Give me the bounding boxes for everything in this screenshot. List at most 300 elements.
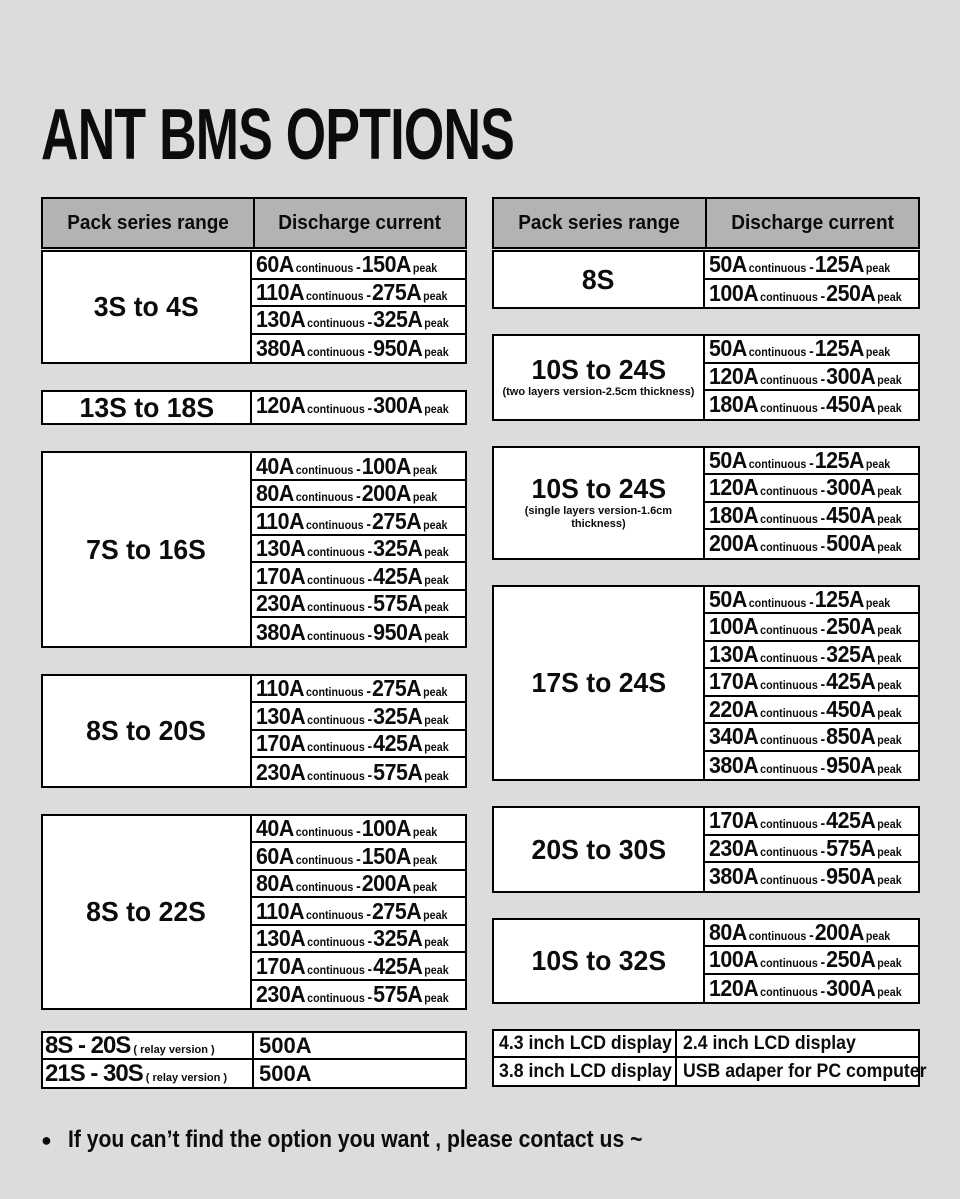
pack-series-cell xyxy=(43,453,252,646)
discharge-value xyxy=(709,586,892,613)
peak-label: peak xyxy=(412,263,438,276)
peak-label: peak xyxy=(424,742,449,755)
relay-range-text xyxy=(45,1060,227,1088)
discharge-value xyxy=(709,668,904,695)
right-column xyxy=(492,197,927,1087)
peak-current-value: 200A xyxy=(814,918,864,945)
relay-range-value: 8S - 20S xyxy=(45,1031,131,1059)
discharge-value xyxy=(709,474,904,501)
peak-current-value: 150A xyxy=(361,842,411,869)
discharge-rows xyxy=(705,448,918,558)
separator-dash: - xyxy=(820,982,826,1000)
separator-dash: - xyxy=(820,621,826,639)
peak-label: peak xyxy=(877,403,902,416)
continuous-current-value: 130A xyxy=(255,702,306,729)
discharge-row xyxy=(705,587,918,615)
accessory-left-text: 4.3 inch LCD display xyxy=(499,1032,672,1054)
discharge-value xyxy=(256,480,439,507)
continuous-label: continuous xyxy=(759,374,818,387)
peak-label: peak xyxy=(424,714,449,727)
peak-current-value: 450A xyxy=(825,501,876,528)
peak-label: peak xyxy=(877,875,902,888)
table-header-row xyxy=(41,197,467,249)
discharge-row xyxy=(252,758,465,786)
peak-current-value: 425A xyxy=(825,807,876,834)
peak-current-value: 950A xyxy=(825,863,876,890)
separator-dash: - xyxy=(355,259,361,277)
peak-label: peak xyxy=(877,652,902,665)
pack-series-cell xyxy=(494,808,705,891)
continuous-current-value: 110A xyxy=(255,507,304,534)
continuous-label: continuous xyxy=(759,652,818,665)
peak-current-value: 325A xyxy=(372,535,423,562)
peak-label: peak xyxy=(877,625,902,638)
peak-current-value: 325A xyxy=(372,702,423,729)
accessory-table xyxy=(492,1029,927,1087)
continuous-label: continuous xyxy=(748,347,807,360)
peak-current-value: 300A xyxy=(825,974,876,1001)
continuous-current-value: 380A xyxy=(708,863,759,890)
discharge-row xyxy=(705,697,918,725)
accessory-left-text: 3.8 inch LCD display xyxy=(499,1060,672,1082)
pack-series-header-label: Pack series range xyxy=(518,211,681,234)
peak-current-value: 575A xyxy=(372,981,423,1008)
separator-dash: - xyxy=(820,676,826,694)
discharge-row xyxy=(252,563,465,591)
discharge-row xyxy=(705,947,918,975)
discharge-row xyxy=(252,307,465,335)
separator-dash: - xyxy=(820,759,826,777)
discharge-value xyxy=(709,835,904,862)
peak-current-value: 125A xyxy=(814,446,864,473)
discharge-value xyxy=(256,981,451,1008)
continuous-current-value: 40A xyxy=(255,452,294,479)
continuous-current-value: 120A xyxy=(255,392,306,419)
continuous-label: continuous xyxy=(759,625,818,638)
discharge-row xyxy=(252,392,465,420)
peak-label: peak xyxy=(877,958,902,971)
discharge-current-header-cell xyxy=(707,199,918,247)
discharge-current-header-label: Discharge current xyxy=(731,211,894,234)
pack-series-table xyxy=(41,250,467,364)
peak-label: peak xyxy=(424,964,449,977)
peak-current-value: 325A xyxy=(372,925,423,952)
peak-label: peak xyxy=(424,630,449,643)
table-header-row xyxy=(492,197,920,249)
discharge-value xyxy=(709,251,892,278)
discharge-rows xyxy=(252,816,465,1009)
discharge-rows xyxy=(705,336,918,419)
discharge-value xyxy=(256,953,451,980)
separator-dash: - xyxy=(366,905,371,923)
bullet-icon: ● xyxy=(41,1129,52,1150)
accessory-right-text: 2.4 inch LCD display xyxy=(683,1032,856,1054)
continuous-current-value: 120A xyxy=(708,474,759,501)
peak-label: peak xyxy=(877,819,902,832)
discharge-row xyxy=(252,816,465,844)
continuous-label: continuous xyxy=(305,687,364,700)
continuous-label: continuous xyxy=(295,464,354,477)
discharge-value xyxy=(256,535,451,562)
page-title: ANT BMS OPTIONS xyxy=(41,95,515,175)
pack-series-cell xyxy=(494,920,705,1003)
continuous-label: continuous xyxy=(306,714,365,727)
continuous-label: continuous xyxy=(748,458,807,471)
peak-current-value: 450A xyxy=(825,695,876,722)
continuous-label: continuous xyxy=(295,854,354,867)
separator-dash: - xyxy=(367,570,373,588)
pack-series-label xyxy=(581,265,615,294)
separator-dash: - xyxy=(367,400,373,418)
separator-dash: - xyxy=(367,933,373,951)
peak-label: peak xyxy=(865,347,891,360)
continuous-current-value: 100A xyxy=(708,613,759,640)
pack-series-header-cell xyxy=(494,199,707,247)
discharge-row xyxy=(252,731,465,759)
discharge-value xyxy=(709,502,904,529)
discharge-row xyxy=(705,724,918,752)
separator-dash: - xyxy=(820,287,826,305)
pack-series-table xyxy=(41,390,467,425)
discharge-row xyxy=(705,752,918,780)
peak-current-value: 300A xyxy=(372,392,423,419)
peak-label: peak xyxy=(865,930,891,943)
peak-label: peak xyxy=(424,346,449,359)
continuous-label: continuous xyxy=(306,404,365,417)
relay-current-value: 500A xyxy=(259,1032,312,1058)
separator-dash: - xyxy=(808,454,814,472)
separator-dash: - xyxy=(366,286,371,304)
discharge-value xyxy=(256,703,451,730)
pack-series-label xyxy=(83,716,209,745)
pack-series-label-text: 7S to 16S xyxy=(86,533,207,565)
peak-current-value: 950A xyxy=(825,751,876,778)
pack-series-header-label: Pack series range xyxy=(67,211,229,234)
peak-label: peak xyxy=(877,374,902,387)
separator-dash: - xyxy=(367,543,373,561)
peak-label: peak xyxy=(422,290,448,303)
peak-label: peak xyxy=(424,770,449,783)
peak-label: peak xyxy=(877,846,902,859)
separator-dash: - xyxy=(366,683,371,701)
separator-dash: - xyxy=(820,815,826,833)
peak-current-value: 950A xyxy=(372,334,423,361)
pack-series-label-text: 10S to 24S xyxy=(531,354,666,386)
relay-current-cell xyxy=(254,1060,465,1087)
peak-label: peak xyxy=(877,542,902,555)
continuous-label: continuous xyxy=(306,742,365,755)
pack-series-label xyxy=(76,393,218,422)
discharge-value xyxy=(709,447,892,474)
pack-series-cell xyxy=(494,587,705,780)
discharge-row xyxy=(705,614,918,642)
peak-label: peak xyxy=(422,909,448,922)
relay-row xyxy=(43,1060,465,1087)
pack-series-table xyxy=(492,585,920,782)
continuous-current-value: 230A xyxy=(255,590,306,617)
separator-dash: - xyxy=(367,766,373,784)
pack-series-label xyxy=(528,355,670,384)
continuous-current-value: 380A xyxy=(255,618,306,645)
pack-series-label xyxy=(83,535,209,564)
discharge-row xyxy=(705,836,918,864)
peak-label: peak xyxy=(412,492,438,505)
peak-label: peak xyxy=(424,574,449,587)
peak-current-value: 325A xyxy=(372,306,423,333)
discharge-row xyxy=(705,280,918,308)
relay-range-text xyxy=(45,1032,215,1060)
peak-label: peak xyxy=(424,404,449,417)
pack-series-cell xyxy=(43,676,252,786)
continuous-label: continuous xyxy=(759,680,818,693)
discharge-value xyxy=(256,730,451,757)
discharge-value xyxy=(256,563,451,590)
separator-dash: - xyxy=(808,343,814,361)
left-column xyxy=(41,197,467,1089)
separator-dash: - xyxy=(820,703,826,721)
separator-dash: - xyxy=(820,842,826,860)
peak-label: peak xyxy=(412,464,438,477)
pack-series-cell xyxy=(494,252,705,307)
discharge-row xyxy=(252,280,465,308)
pack-series-cell xyxy=(494,336,705,419)
relay-current-cell xyxy=(254,1033,465,1058)
pack-series-table xyxy=(492,806,920,893)
continuous-current-value: 100A xyxy=(708,946,759,973)
peak-current-value: 125A xyxy=(814,585,864,612)
separator-dash: - xyxy=(355,850,361,868)
pack-series-sublabel: (two layers version-2.5cm thickness) xyxy=(502,385,695,398)
peak-label: peak xyxy=(877,513,902,526)
pack-series-cell xyxy=(43,252,252,362)
continuous-current-value: 130A xyxy=(255,925,306,952)
discharge-value xyxy=(709,723,904,750)
separator-dash: - xyxy=(367,738,373,756)
peak-label: peak xyxy=(412,882,438,895)
accessory-row xyxy=(494,1031,918,1058)
peak-label: peak xyxy=(877,291,902,304)
peak-label: peak xyxy=(877,735,902,748)
peak-current-value: 100A xyxy=(361,452,411,479)
accessory-cell-left xyxy=(494,1058,677,1085)
continuous-current-value: 170A xyxy=(708,807,759,834)
discharge-value xyxy=(256,675,449,702)
continuous-current-value: 50A xyxy=(708,585,747,612)
pack-series-cell xyxy=(43,816,252,1009)
peak-label: peak xyxy=(877,763,902,776)
separator-dash: - xyxy=(355,460,361,478)
discharge-value xyxy=(709,335,892,362)
continuous-label: continuous xyxy=(305,519,364,532)
peak-label: peak xyxy=(877,680,902,693)
separator-dash: - xyxy=(820,731,826,749)
discharge-rows xyxy=(252,676,465,786)
accessory-row xyxy=(494,1058,927,1085)
continuous-current-value: 180A xyxy=(708,501,759,528)
separator-dash: - xyxy=(808,259,814,277)
separator-dash: - xyxy=(808,926,814,944)
continuous-label: continuous xyxy=(759,513,818,526)
discharge-current-header-cell xyxy=(255,199,465,247)
separator-dash: - xyxy=(367,314,373,332)
separator-dash: - xyxy=(355,878,361,896)
accessory-cell-left xyxy=(494,1031,677,1056)
discharge-value xyxy=(709,696,904,723)
peak-current-value: 425A xyxy=(372,952,423,979)
relay-current-value: 500A xyxy=(259,1060,312,1086)
continuous-current-value: 120A xyxy=(708,974,759,1001)
discharge-row xyxy=(705,920,918,948)
discharge-row xyxy=(705,975,918,1003)
pack-series-label xyxy=(83,897,209,926)
peak-label: peak xyxy=(422,519,448,532)
discharge-row xyxy=(252,252,465,280)
pack-series-label xyxy=(528,668,670,697)
relay-range-cell xyxy=(43,1060,254,1087)
peak-label: peak xyxy=(877,486,902,499)
continuous-current-value: 200A xyxy=(708,530,759,557)
relay-version-tag: ( relay version ) xyxy=(133,1043,215,1056)
peak-label: peak xyxy=(877,707,902,720)
discharge-rows xyxy=(705,920,918,1003)
peak-current-value: 275A xyxy=(371,897,422,924)
discharge-rows xyxy=(705,587,918,780)
continuous-label: continuous xyxy=(759,958,818,971)
peak-label: peak xyxy=(424,602,449,615)
peak-current-value: 200A xyxy=(361,870,411,897)
peak-current-value: 575A xyxy=(372,758,423,785)
pack-series-label-text: 13S to 18S xyxy=(79,392,214,423)
continuous-label: continuous xyxy=(306,318,365,331)
peak-label: peak xyxy=(865,458,891,471)
discharge-row xyxy=(705,252,918,280)
accessory-cell-right xyxy=(677,1058,945,1085)
discharge-value xyxy=(709,641,904,668)
continuous-current-value: 110A xyxy=(255,278,304,305)
pack-series-label-text: 10S to 32S xyxy=(531,945,666,977)
discharge-value xyxy=(256,251,439,278)
separator-dash: - xyxy=(820,538,826,556)
discharge-row xyxy=(252,898,465,926)
accessory-cell-right xyxy=(677,1031,918,1056)
continuous-current-value: 380A xyxy=(255,334,306,361)
discharge-row xyxy=(705,475,918,503)
discharge-row xyxy=(705,808,918,836)
peak-current-value: 325A xyxy=(825,640,876,667)
peak-current-value: 100A xyxy=(361,815,411,842)
discharge-value xyxy=(256,335,451,362)
discharge-row xyxy=(252,481,465,509)
peak-label: peak xyxy=(422,687,448,700)
discharge-row xyxy=(252,676,465,704)
continuous-current-value: 130A xyxy=(255,535,306,562)
continuous-label: continuous xyxy=(759,707,818,720)
pack-series-label-text: 8S to 20S xyxy=(86,715,207,747)
peak-current-value: 300A xyxy=(825,474,876,501)
discharge-value xyxy=(709,363,904,390)
continuous-current-value: 80A xyxy=(255,870,294,897)
discharge-row xyxy=(252,453,465,481)
continuous-label: continuous xyxy=(306,346,365,359)
discharge-row xyxy=(705,448,918,476)
continuous-current-value: 380A xyxy=(708,751,759,778)
peak-current-value: 250A xyxy=(825,613,876,640)
peak-label: peak xyxy=(412,854,438,867)
continuous-label: continuous xyxy=(748,597,807,610)
continuous-label: continuous xyxy=(305,909,364,922)
discharge-value xyxy=(709,863,904,890)
continuous-current-value: 50A xyxy=(708,335,747,362)
peak-current-value: 850A xyxy=(825,723,876,750)
relay-row xyxy=(43,1033,465,1060)
peak-label: peak xyxy=(424,937,449,950)
tables-area xyxy=(41,197,927,1089)
discharge-value xyxy=(256,590,451,617)
pack-series-label xyxy=(528,835,670,864)
peak-label: peak xyxy=(877,986,902,999)
continuous-label: continuous xyxy=(759,763,818,776)
discharge-row xyxy=(705,391,918,419)
continuous-label: continuous xyxy=(759,291,818,304)
continuous-label: continuous xyxy=(305,290,364,303)
separator-dash: - xyxy=(367,989,373,1007)
discharge-value xyxy=(256,619,451,646)
discharge-row xyxy=(705,364,918,392)
separator-dash: - xyxy=(355,488,361,506)
separator-dash: - xyxy=(367,960,373,978)
peak-current-value: 125A xyxy=(814,251,864,278)
discharge-value xyxy=(256,898,449,925)
continuous-current-value: 170A xyxy=(255,952,306,979)
discharge-row xyxy=(705,642,918,670)
continuous-label: continuous xyxy=(759,735,818,748)
pack-series-table xyxy=(41,674,467,788)
discharge-row xyxy=(252,981,465,1009)
separator-dash: - xyxy=(820,399,826,417)
discharge-row xyxy=(252,953,465,981)
continuous-current-value: 220A xyxy=(708,695,759,722)
continuous-current-value: 100A xyxy=(708,279,759,306)
continuous-label: continuous xyxy=(759,542,818,555)
discharge-value xyxy=(256,759,451,786)
discharge-row xyxy=(252,618,465,646)
peak-current-value: 500A xyxy=(825,530,876,557)
discharge-row xyxy=(252,703,465,731)
peak-current-value: 300A xyxy=(825,362,876,389)
continuous-label: continuous xyxy=(759,486,818,499)
separator-dash: - xyxy=(367,598,373,616)
discharge-value xyxy=(256,306,451,333)
discharge-rows xyxy=(252,392,465,423)
discharge-value xyxy=(709,391,904,418)
discharge-value xyxy=(709,975,904,1002)
continuous-current-value: 40A xyxy=(255,815,294,842)
continuous-label: continuous xyxy=(295,882,354,895)
separator-dash: - xyxy=(820,370,826,388)
peak-current-value: 125A xyxy=(814,335,864,362)
discharge-value xyxy=(256,843,439,870)
continuous-current-value: 110A xyxy=(255,675,304,702)
pack-series-label-text: 10S to 24S xyxy=(531,473,666,505)
peak-current-value: 250A xyxy=(825,946,876,973)
continuous-label: continuous xyxy=(748,930,807,943)
relay-range-cell xyxy=(43,1033,254,1058)
continuous-label: continuous xyxy=(306,993,365,1006)
discharge-row xyxy=(705,863,918,891)
pack-series-label-text: 20S to 30S xyxy=(531,833,666,865)
peak-current-value: 575A xyxy=(372,590,423,617)
continuous-label: continuous xyxy=(306,602,365,615)
